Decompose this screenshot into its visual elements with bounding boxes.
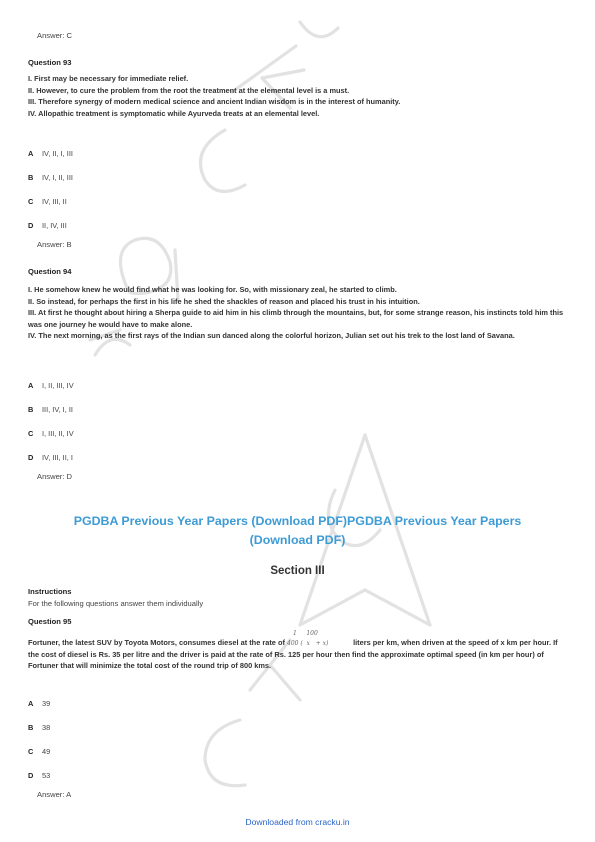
option-letter: B <box>28 723 34 732</box>
q94-statement-4: IV. The next morning, as the first rays of the Indian sun danced along the colorful horizon, Julian set out his trek to the lost land of Savana. <box>28 331 515 341</box>
q93-statement-1: I. First may be necessary for immediate relief. <box>28 74 189 83</box>
q95-heading: Question 95 <box>28 617 72 626</box>
download-pdf-link[interactable] <box>40 512 555 550</box>
q95-option-b[interactable] <box>28 723 50 732</box>
option-letter: A <box>28 381 34 390</box>
q94-statement-2: II. So instead, for perhaps the first in his life he shed the shackles of reason and placed his trust in his intuition. <box>28 296 420 306</box>
option-text: IV, III, II, I <box>42 453 73 462</box>
option-text: I, III, II, IV <box>42 429 74 438</box>
q93-option-b[interactable] <box>28 173 73 182</box>
q92-answer: Answer: C <box>37 31 73 40</box>
q93-statement-3: III. Therefore synergy of modern medical science and ancient Indian wisdom is in the interest of humanity. <box>28 97 401 107</box>
q94-option-c[interactable] <box>28 429 74 438</box>
option-letter: B <box>28 405 34 414</box>
option-letter: C <box>28 747 34 756</box>
option-text: III, IV, I, II <box>42 405 73 414</box>
section-title: Section III <box>270 565 325 577</box>
q93-heading: Question 93 <box>28 58 72 67</box>
option-letter: D <box>28 771 34 780</box>
q94-heading: Question 94 <box>28 267 72 276</box>
option-text: II, IV, III <box>42 221 67 230</box>
download-pdf-link-line2[interactable]: (Download PDF) <box>249 533 346 547</box>
option-text: 38 <box>42 723 51 732</box>
option-text: I, II, III, IV <box>42 381 74 390</box>
q93-statements <box>28 73 568 119</box>
option-text: IV, III, II <box>42 197 67 206</box>
q93-answer: Answer: B <box>37 240 72 249</box>
download-pdf-link-line1[interactable]: PGDBA Previous Year Papers (Download PDF)PGDBA Previous Year Papers <box>73 514 522 528</box>
instructions-text: For the following questions answer them individually <box>28 599 204 608</box>
q95-option-d[interactable] <box>28 771 50 780</box>
q93-statement-4: IV. Allopathic treatment is symptomatic while Ayurveda treats at an elemental level. <box>28 108 320 118</box>
q94-answer: Answer: D <box>37 472 73 481</box>
q94-option-d[interactable] <box>28 453 73 462</box>
option-text: 49 <box>42 747 51 756</box>
q94-statement-3: III. At first he thought about hiring a Sherpa guide to aid him in his climb through the mountains, but, for some strange reason, his instincts told him this was one journey he would have to make alone. <box>28 308 564 329</box>
q93-option-a[interactable] <box>28 149 73 158</box>
q94-option-b[interactable] <box>28 405 73 414</box>
q95-formula-top: 1 100 <box>293 630 318 638</box>
q95-option-c[interactable] <box>28 747 50 756</box>
q93-option-d[interactable] <box>28 221 67 230</box>
option-letter: A <box>28 699 34 708</box>
q95-text <box>28 630 568 672</box>
q95-formula-bottom: 400 ( x + x) <box>287 640 329 648</box>
q94-option-a[interactable] <box>28 381 74 390</box>
option-letter: C <box>28 429 34 438</box>
q95-option-a[interactable] <box>28 699 50 708</box>
option-letter: D <box>28 453 34 462</box>
option-text: IV, I, II, III <box>42 173 73 182</box>
q95-formula <box>287 630 351 648</box>
q95-answer: Answer: A <box>37 790 72 799</box>
q93-option-c[interactable] <box>28 197 67 206</box>
footer-download-link[interactable]: Downloaded from cracku.in <box>245 817 350 827</box>
q94-statement-1: I. He somehow knew he would find what he was looking for. So, with missionary zeal, he started to climb. <box>28 285 397 294</box>
option-letter: A <box>28 149 34 158</box>
option-text: IV, II, I, III <box>42 149 73 158</box>
option-letter: B <box>28 173 34 182</box>
q95-text-part1: Fortuner, the latest SUV by Toyota Motors, consumes diesel at the rate of <box>28 638 285 647</box>
option-text: 39 <box>42 699 51 708</box>
option-text: 53 <box>42 771 51 780</box>
instructions-heading: Instructions <box>28 587 72 596</box>
q95-text-part2: liters per km, when driven at the speed of x km per hour. If the cost of diesel is Rs. 35 per litre and the driver is paid at the rate of Rs. 125 per hour then find the approximate optimal speed (in km per hour) of Fortuner that will minimize the total cost of the round trip of 800 kms. <box>28 638 558 671</box>
q94-statements <box>28 284 568 342</box>
q93-statement-2: II. However, to cure the problem from the root the treatment at the elemental level is a must. <box>28 85 350 95</box>
option-letter: D <box>28 221 34 230</box>
option-letter: C <box>28 197 34 206</box>
